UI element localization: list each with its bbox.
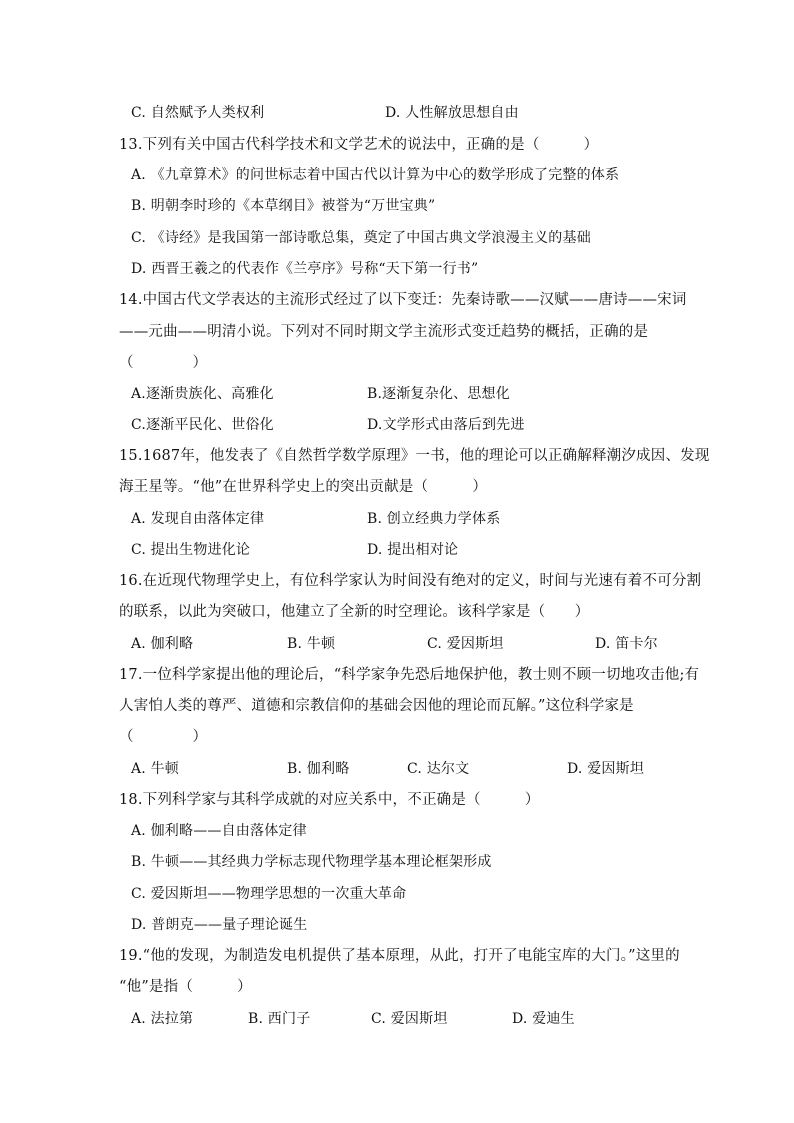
q13-stem: 13.下列有关中国古代科学技术和文学艺术的说法中，正确的是（ ）: [119, 137, 599, 153]
q18-stem: 18.下列科学家与其科学成就的对应关系中，不正确是（ ）: [119, 792, 540, 808]
q19-option-c: C. 爱因斯坦: [371, 1011, 448, 1027]
q18-option-c: C. 爱因斯坦——物理学思想的一次重大革命: [131, 886, 407, 902]
q17-option-c: C. 达尔文: [407, 761, 470, 777]
q14-stem-line-2: ——元曲——明清小说。下列对不同时期文学主流形式变迁趋势的概括，正确的是: [119, 324, 649, 340]
q17-stem-line-3: （ ）: [119, 729, 208, 745]
q16-option-b: B. 牛顿: [287, 636, 336, 652]
q18-option-b: B. 牛顿——其经典力学标志现代物理学基本理论框架形成: [131, 854, 492, 870]
q17-option-d: D. 爱因斯坦: [567, 761, 645, 777]
q17-stem-line-2: 人害怕人类的尊严、道德和宗教信仰的基础会因他的理论而瓦解。”这位科学家是: [119, 698, 634, 714]
q13-option-a: A. 《九章算术》的问世标志着中国古代以计算为中心的数学形成了完整的体系: [131, 167, 620, 183]
q18-option-d: D. 普朗克——量子理论诞生: [131, 917, 308, 933]
q17-option-a: A. 牛顿: [131, 761, 180, 777]
q15-stem-line-1: 15.1687年，他发表了《自然哲学数学原理》一书，他的理论可以正确解释潮汐成因、发现: [119, 448, 710, 464]
q16-stem-line-2: 的联系，以此为突破口，他建立了全新的时空理论。该科学家是（ ）: [119, 604, 590, 620]
q19-stem-line-1: 19.“他的发现，为制造发电机提供了基本原理，从此，打开了电能宝库的大门。”这里的: [119, 948, 680, 964]
q15-option-b: B. 创立经典力学体系: [367, 511, 501, 527]
q14-option-a: A.逐渐贵族化、高雅化: [131, 386, 274, 402]
q15-option-d: D. 提出相对论: [367, 542, 459, 558]
q19-option-b: B. 西门子: [248, 1011, 311, 1027]
q17-stem-line-1: 17.一位科学家提出他的理论后，“科学家争先恐后地保护他，教士则不顾一切地攻击他;有: [119, 667, 700, 683]
q12-option-c: C. 自然赋予人类权利: [131, 105, 265, 121]
q17-option-b: B. 伽利略: [287, 761, 350, 777]
q15-option-a: A. 发现自由落体定律: [131, 511, 265, 527]
q15-stem-line-2: 海王星等。“他”在世界科学史上的突出贡献是（ ）: [119, 479, 488, 495]
q13-option-b: B. 明朝李时珍的《本草纲目》被誉为“万世宝典”: [131, 198, 436, 214]
q14-option-b: B.逐渐复杂化、思想化: [367, 386, 510, 402]
q16-option-c: C. 爱因斯坦: [427, 636, 504, 652]
q12-option-d: D. 人性解放思想自由: [385, 105, 519, 121]
q18-option-a: A. 伽利略——自由落体定律: [131, 823, 307, 839]
q16-option-a: A. 伽利略: [131, 636, 194, 652]
q14-stem-line-3: （ ）: [119, 355, 208, 371]
q16-stem-line-1: 16.在近现代物理学史上，有位科学家认为时间没有绝对的定义，时间与光速有着不可分割: [119, 573, 702, 589]
q19-option-a: A. 法拉第: [131, 1011, 194, 1027]
q15-option-c: C. 提出生物进化论: [131, 542, 251, 558]
q14-stem-line-1: 14.中国古代文学表达的主流形式经过了以下变迁：先秦诗歌——汉赋——唐诗——宋词: [119, 292, 687, 308]
q14-option-c: C.逐渐平民化、世俗化: [131, 417, 274, 433]
q14-option-d: D.文学形式由落后到先进: [367, 417, 525, 433]
q13-option-c: C. 《诗经》是我国第一部诗歌总集，奠定了中国古典文学浪漫主义的基础: [131, 230, 591, 246]
q13-option-d: D. 西晋王羲之的代表作《兰亭序》号称“天下第一行书”: [131, 261, 479, 277]
q19-stem-line-2: “他”是指（ ）: [119, 979, 252, 995]
q16-option-d: D. 笛卡尔: [595, 636, 658, 652]
q19-option-d: D. 爱迪生: [512, 1011, 575, 1027]
